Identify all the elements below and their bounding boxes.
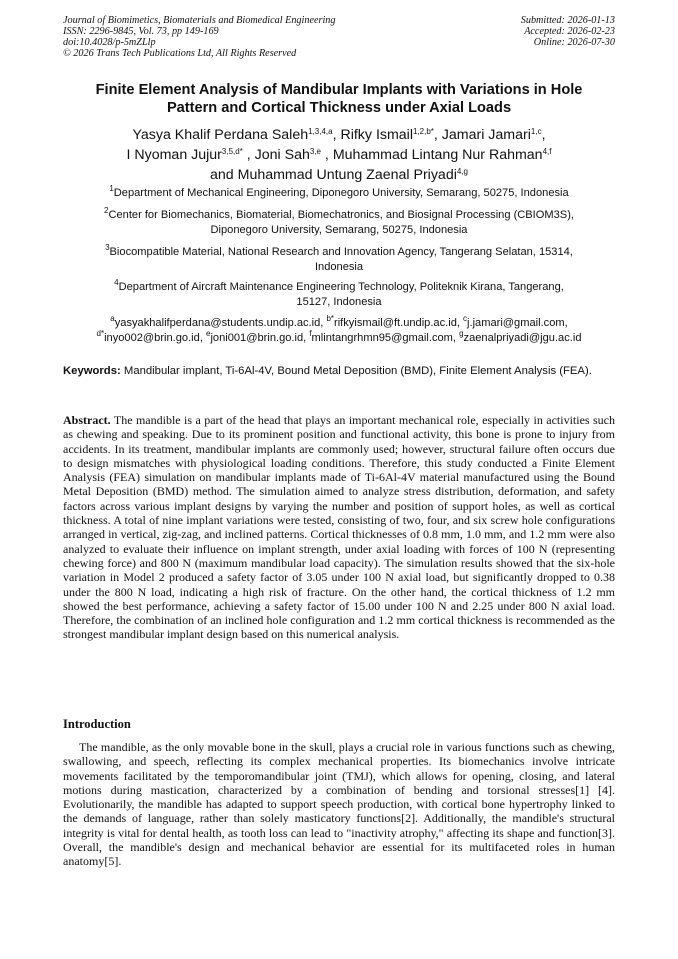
affiliation-text-cont: Indonesia [314, 261, 364, 273]
author-name: I Nyoman Jujur [126, 147, 222, 163]
author-sup: 3,e [309, 147, 321, 156]
journal-copyright: © 2026 Trans Tech Publications Ltd, All Rights Reserved [63, 48, 297, 59]
keywords-text: Mandibular implant, Ti-6Al-4V, Bound Metal Deposition (BMD), Finite Element Analysis (FEA). [120, 365, 592, 377]
emails-line-2 [55, 331, 623, 346]
author-sup: 1,2,b* [413, 127, 434, 136]
journal-name: Journal of Biomimetics, Biomaterials and Biomedical Engineering [63, 15, 336, 26]
email-sep: , [564, 317, 568, 329]
email-list [55, 316, 623, 346]
affiliation-sup: 3 [105, 243, 110, 252]
section-heading-introduction: Introduction [63, 717, 131, 731]
author-name: Jamari Jamari [441, 127, 531, 143]
emails-line-1 [55, 316, 623, 331]
accepted-date: Accepted: 2026-02-23 [524, 26, 615, 37]
journal-header [63, 15, 403, 59]
affiliation-text-cont: 15127, Indonesia [296, 296, 382, 308]
email-address: joni001@brin.go.id [210, 332, 304, 344]
email-sep: , [452, 332, 460, 344]
email-sup: b* [326, 314, 335, 323]
author-sep: , [320, 147, 333, 163]
journal-doi: doi:10.4028/p-5mZLlp [63, 37, 156, 48]
author-sep: , [332, 127, 341, 143]
email-address: j.jamari@gmail.com [467, 317, 565, 329]
affiliation-text: Department of Mechanical Engineering, Diponegoro University, Semarang, 50275, Indonesia [113, 187, 569, 199]
email-sep: , [456, 317, 464, 329]
affiliation-text: Biocompatible Material, National Research and Innovation Agency, Tangerang Selatan, 15314, [109, 246, 573, 258]
author-sup: 1,c [530, 127, 542, 136]
author-name: Rifky Ismail [340, 127, 413, 143]
affiliation-1 [60, 186, 618, 201]
keywords-label: Keywords: [63, 365, 121, 377]
email-address: inyo002@brin.go.id [104, 332, 200, 344]
abstract-label: Abstract. [63, 413, 111, 427]
affiliation-4 [60, 280, 618, 310]
title-line-1: Finite Element Analysis of Mandibular Implants with Variations in Hole [95, 82, 583, 98]
online-date: Online: 2026-07-30 [533, 37, 615, 48]
affiliation-sup: 1 [109, 184, 114, 193]
email-sup: f [309, 329, 312, 338]
affiliation-sup: 4 [114, 278, 119, 287]
abstract-text: The mandible is a part of the head that plays an important mechanical role, especially in activities such as chewing and speaking. Due to its prominent position and functional activity, this bone is prone to injury from accidents. In its treatment, mandibular implants are commonly used; however, structural failure often occurs due to design mismatches with physiological loading conditions. Therefore, this study conducted a Finite Element Analysis (FEA) simulation on mandibular implants made of Ti-6Al-4V material manufactured using the Bound Metal Deposition (BMD) method. The simulation aimed to analyze stress distribution, deformation, and safety factors across various implant designs by varying the number and position of support holes, as well as cortical thickness. A total of nine implant variations were tested, consisting of two, four, and six screw hole configurations arranged in vertical, zig-zag, and inclined patterns. Cortical thicknesses of 0.8 mm, 1.0 mm, and 1.2 mm were also analyzed to evaluate their influence on implant strength, under axial loading with forces of 100 N (representing chewing force) and 800 N (maximum mandibular load capacity). The simulation results showed that the six-hole variation in Model 2 produced a safety factor of 3.05 under 100 N axial load, but significantly dropped to 0.38 under the 800 N load, indicating a high risk of fracture. On the other hand, the cortical thickness of 1.2 mm showed the best performance, achieving a safety factor of 15.00 under 100 N and 2.25 under 800 N axial load. Therefore, the combination of an inclined hole configuration and 1.2 mm cortical thickness is recommended as the strongest mandibular implant design based on this numerical analysis. [63, 413, 615, 642]
author-sup: 3,5,d* [221, 147, 243, 156]
email-sup: a [110, 314, 115, 323]
author-sup: 4,g [456, 167, 468, 176]
abstract [63, 413, 615, 642]
affiliation-2 [60, 208, 618, 238]
authors-line-1 [55, 125, 623, 145]
affiliation-sup: 2 [104, 206, 109, 215]
author-name: Yasya Khalif Perdana Saleh [132, 127, 309, 143]
author-list [55, 125, 623, 185]
title-line-2: Pattern and Cortical Thickness under Axial Loads [166, 100, 512, 116]
affiliation-text: Department of Aircraft Maintenance Engineering Technology, Politeknik Kirana, Tangerang, [118, 281, 564, 293]
author-name: Muhammad Lintang Nur Rahman [332, 147, 543, 163]
author-name: and Muhammad Untung Zaenal Priyadi [210, 167, 457, 183]
author-sup: 4,f [542, 147, 552, 156]
email-sep: , [199, 332, 206, 344]
author-sup: 1,3,4,a [308, 127, 333, 136]
email-sup: e [206, 329, 211, 338]
introduction-paragraph: The mandible, as the only movable bone in the skull, plays a crucial role in various functions such as chewing, swallowing, and speech, reflecting its complex mechanical properties. Its biomechanics involve intricate movements facilitated by the temporomandibular joint (TMJ), which allows for opening, closing, and lateral motions during mastication, characterized by a combination of bending and torsional stresses[1] [4]. Evolutionarily, the mandible has adapted to support speech production, with cortical bone hypertrophy linked to the demands of language, rather than solely masticatory functions[2]. Additionally, the mandible's structural integrity is vital for dental health, as tooth loss can lead to "inactivity atrophy," affecting its shape and function[3]. Overall, the mandible's design and mechanical behavior are essential for its multifaceted roles in human anatomy[5]. [63, 740, 615, 869]
email-sup: g [459, 329, 464, 338]
email-sup: c [463, 314, 468, 323]
authors-line-3 [55, 165, 623, 185]
submission-dates [415, 15, 615, 48]
author-name: Joni Sah [254, 147, 310, 163]
affiliation-3 [60, 245, 618, 275]
email-address: mlintangrhmn95@gmail.com [311, 332, 453, 344]
affiliation-text: Center for Biomechanics, Biomaterial, Biomechatronics, and Biosignal Processing (CBIOM3S), [108, 209, 574, 221]
email-address: yasyakhalifperdana@students.undip.ac.id [114, 317, 321, 329]
keywords [63, 364, 615, 379]
journal-issn: ISSN: 2296-9845, Vol. 73, pp 149-169 [63, 26, 219, 37]
email-sep: , [320, 317, 327, 329]
author-sep: , [541, 127, 546, 143]
email-address: rifkyismail@ft.undip.ac.id [334, 317, 457, 329]
author-sep: , [242, 147, 255, 163]
authors-line-2 [55, 145, 623, 165]
author-sep: , [433, 127, 442, 143]
paper-title [55, 81, 623, 117]
email-address: zaenalpriyadi@jgu.ac.id [463, 332, 582, 344]
email-sep: , [303, 332, 310, 344]
affiliation-text-cont: Diponegoro University, Semarang, 50275, Indonesia [210, 224, 468, 236]
email-sup: d* [96, 329, 105, 338]
submitted-date: Submitted: 2026-01-13 [520, 15, 615, 26]
